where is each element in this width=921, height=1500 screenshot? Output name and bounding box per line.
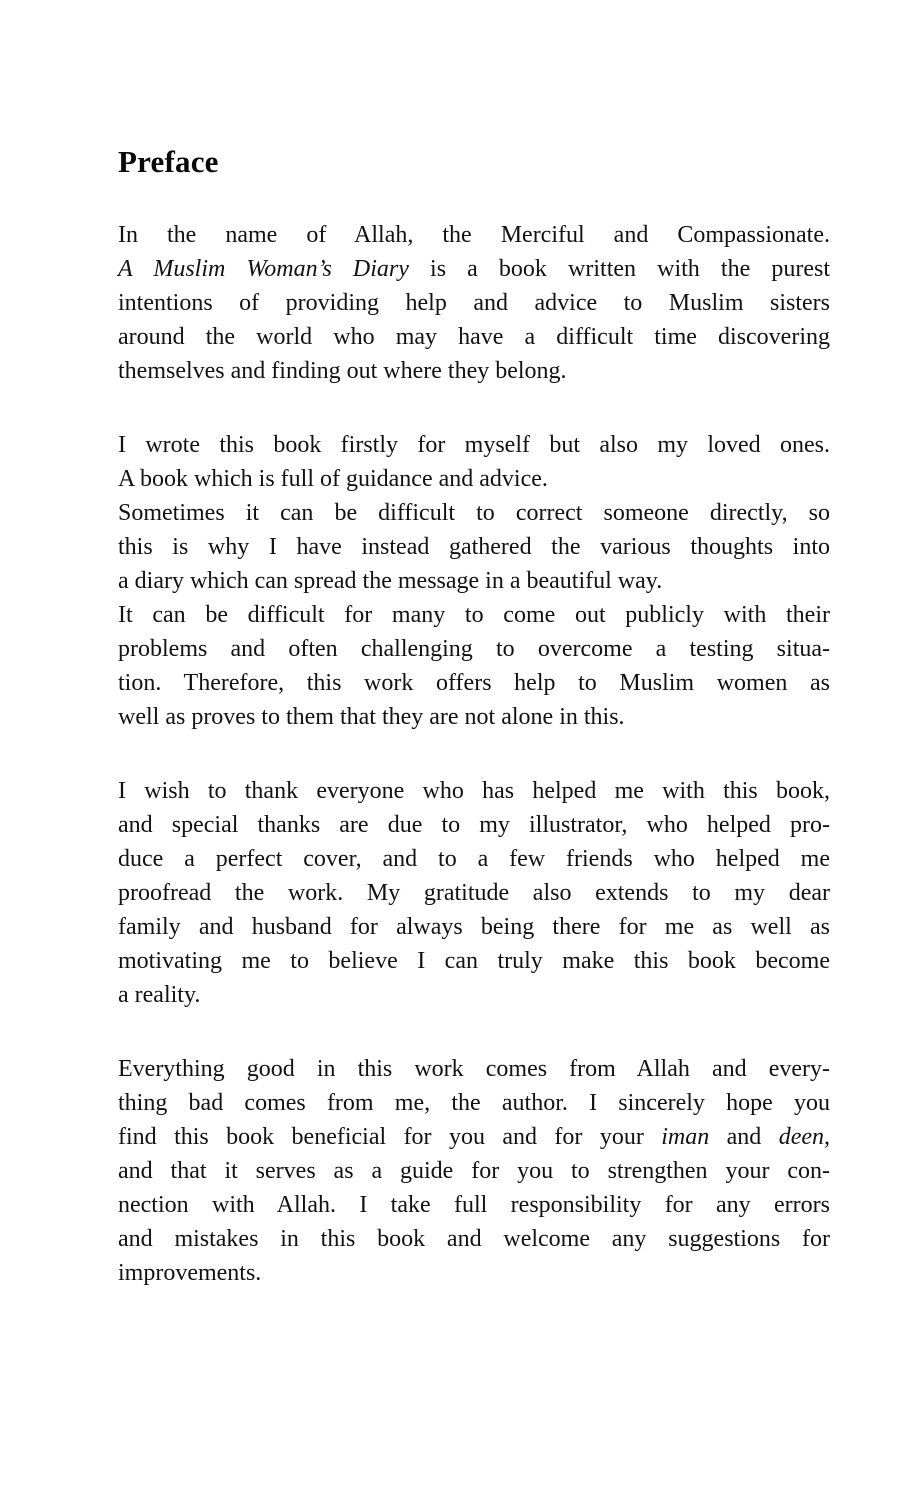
text-line — [118, 598, 830, 632]
text-line — [118, 286, 830, 320]
body-text: tion. Therefore, this work offers help to Muslim women as — [118, 670, 830, 696]
body-text: and special thanks are due to my illustrator, who helped pro- — [118, 812, 830, 838]
text-line — [118, 978, 830, 1012]
paragraph — [118, 774, 830, 1012]
text-line — [118, 910, 830, 944]
text-line — [118, 218, 830, 252]
body-text: It can be difficult for many to come out publicly with their — [118, 602, 830, 628]
body-text: is a book written with the purest — [408, 256, 831, 282]
paragraph — [118, 218, 830, 388]
page-title: Preface — [118, 144, 219, 179]
text-line — [118, 1222, 830, 1256]
body-text: proofread the work. My gratitude also extends to my dear — [118, 880, 830, 906]
text-line — [118, 1154, 830, 1188]
body-text: intentions of providing help and advice to Muslim sisters — [118, 290, 830, 316]
text-line — [118, 428, 830, 462]
body-text: duce a perfect cover, and to a few friends who helped me — [118, 846, 830, 872]
text-line — [118, 700, 830, 734]
body-text: I wrote this book firstly for myself but also my loved ones. — [118, 432, 830, 458]
body-text: and mistakes in this book and welcome any suggestions for — [118, 1226, 830, 1252]
body-text: this is why I have instead gathered the various thoughts into — [118, 534, 830, 560]
text-line — [118, 252, 830, 286]
body-text: family and husband for always being there for me as well as — [118, 914, 830, 940]
italic-text: deen — [778, 1124, 824, 1150]
body-text: A book which is full of guidance and advice. — [118, 466, 548, 492]
body-text: and that it serves as a guide for you to strengthen your con- — [118, 1158, 830, 1184]
body-text: find this book beneficial for you and for your — [118, 1124, 662, 1150]
body-text: motivating me to believe I can truly make this book become — [118, 948, 830, 974]
text-line — [118, 876, 830, 910]
body-text: a diary which can spread the message in a beautiful way. — [118, 568, 663, 594]
body-text: , — [824, 1124, 830, 1150]
italic-text: iman — [661, 1124, 710, 1150]
text-line — [118, 1188, 830, 1222]
text-line — [118, 1256, 830, 1290]
page-content — [118, 143, 830, 1290]
body-text: themselves and finding out where they belong. — [118, 358, 567, 384]
text-line — [118, 1086, 830, 1120]
paragraphs — [118, 218, 830, 1290]
text-line — [118, 808, 830, 842]
body-text: thing bad comes from me, the author. I sincerely hope you — [118, 1090, 830, 1116]
text-line — [118, 1052, 830, 1086]
text-line — [118, 944, 830, 978]
body-text: well as proves to them that they are not alone in this. — [118, 704, 625, 730]
paragraph — [118, 428, 830, 734]
text-line — [118, 320, 830, 354]
text-line — [118, 564, 830, 598]
body-text: nection with Allah. I take full responsibility for any errors — [118, 1192, 830, 1218]
body-text: I wish to thank everyone who has helped me with this book, — [118, 778, 830, 804]
body-text: a reality. — [118, 982, 201, 1008]
body-text: improvements. — [118, 1260, 262, 1286]
text-line — [118, 632, 830, 666]
text-line — [118, 842, 830, 876]
body-text: In the name of Allah, the Merciful and Compassionate. — [118, 222, 830, 248]
text-line — [118, 774, 830, 808]
body-text: Everything good in this work comes from Allah and every- — [118, 1056, 830, 1082]
text-line — [118, 496, 830, 530]
body-text: and — [709, 1124, 779, 1150]
text-line — [118, 530, 830, 564]
body-text: problems and often challenging to overcome a testing situa- — [118, 636, 830, 662]
body-text: around the world who may have a difficult time discovering — [118, 324, 830, 350]
text-line — [118, 354, 830, 388]
italic-text: A Muslim Woman’s Diary — [118, 256, 409, 282]
text-line — [118, 1120, 830, 1154]
text-line — [118, 462, 830, 496]
text-line — [118, 666, 830, 700]
body-text: Sometimes it can be difficult to correct someone directly, so — [118, 500, 830, 526]
paragraph — [118, 1052, 830, 1290]
